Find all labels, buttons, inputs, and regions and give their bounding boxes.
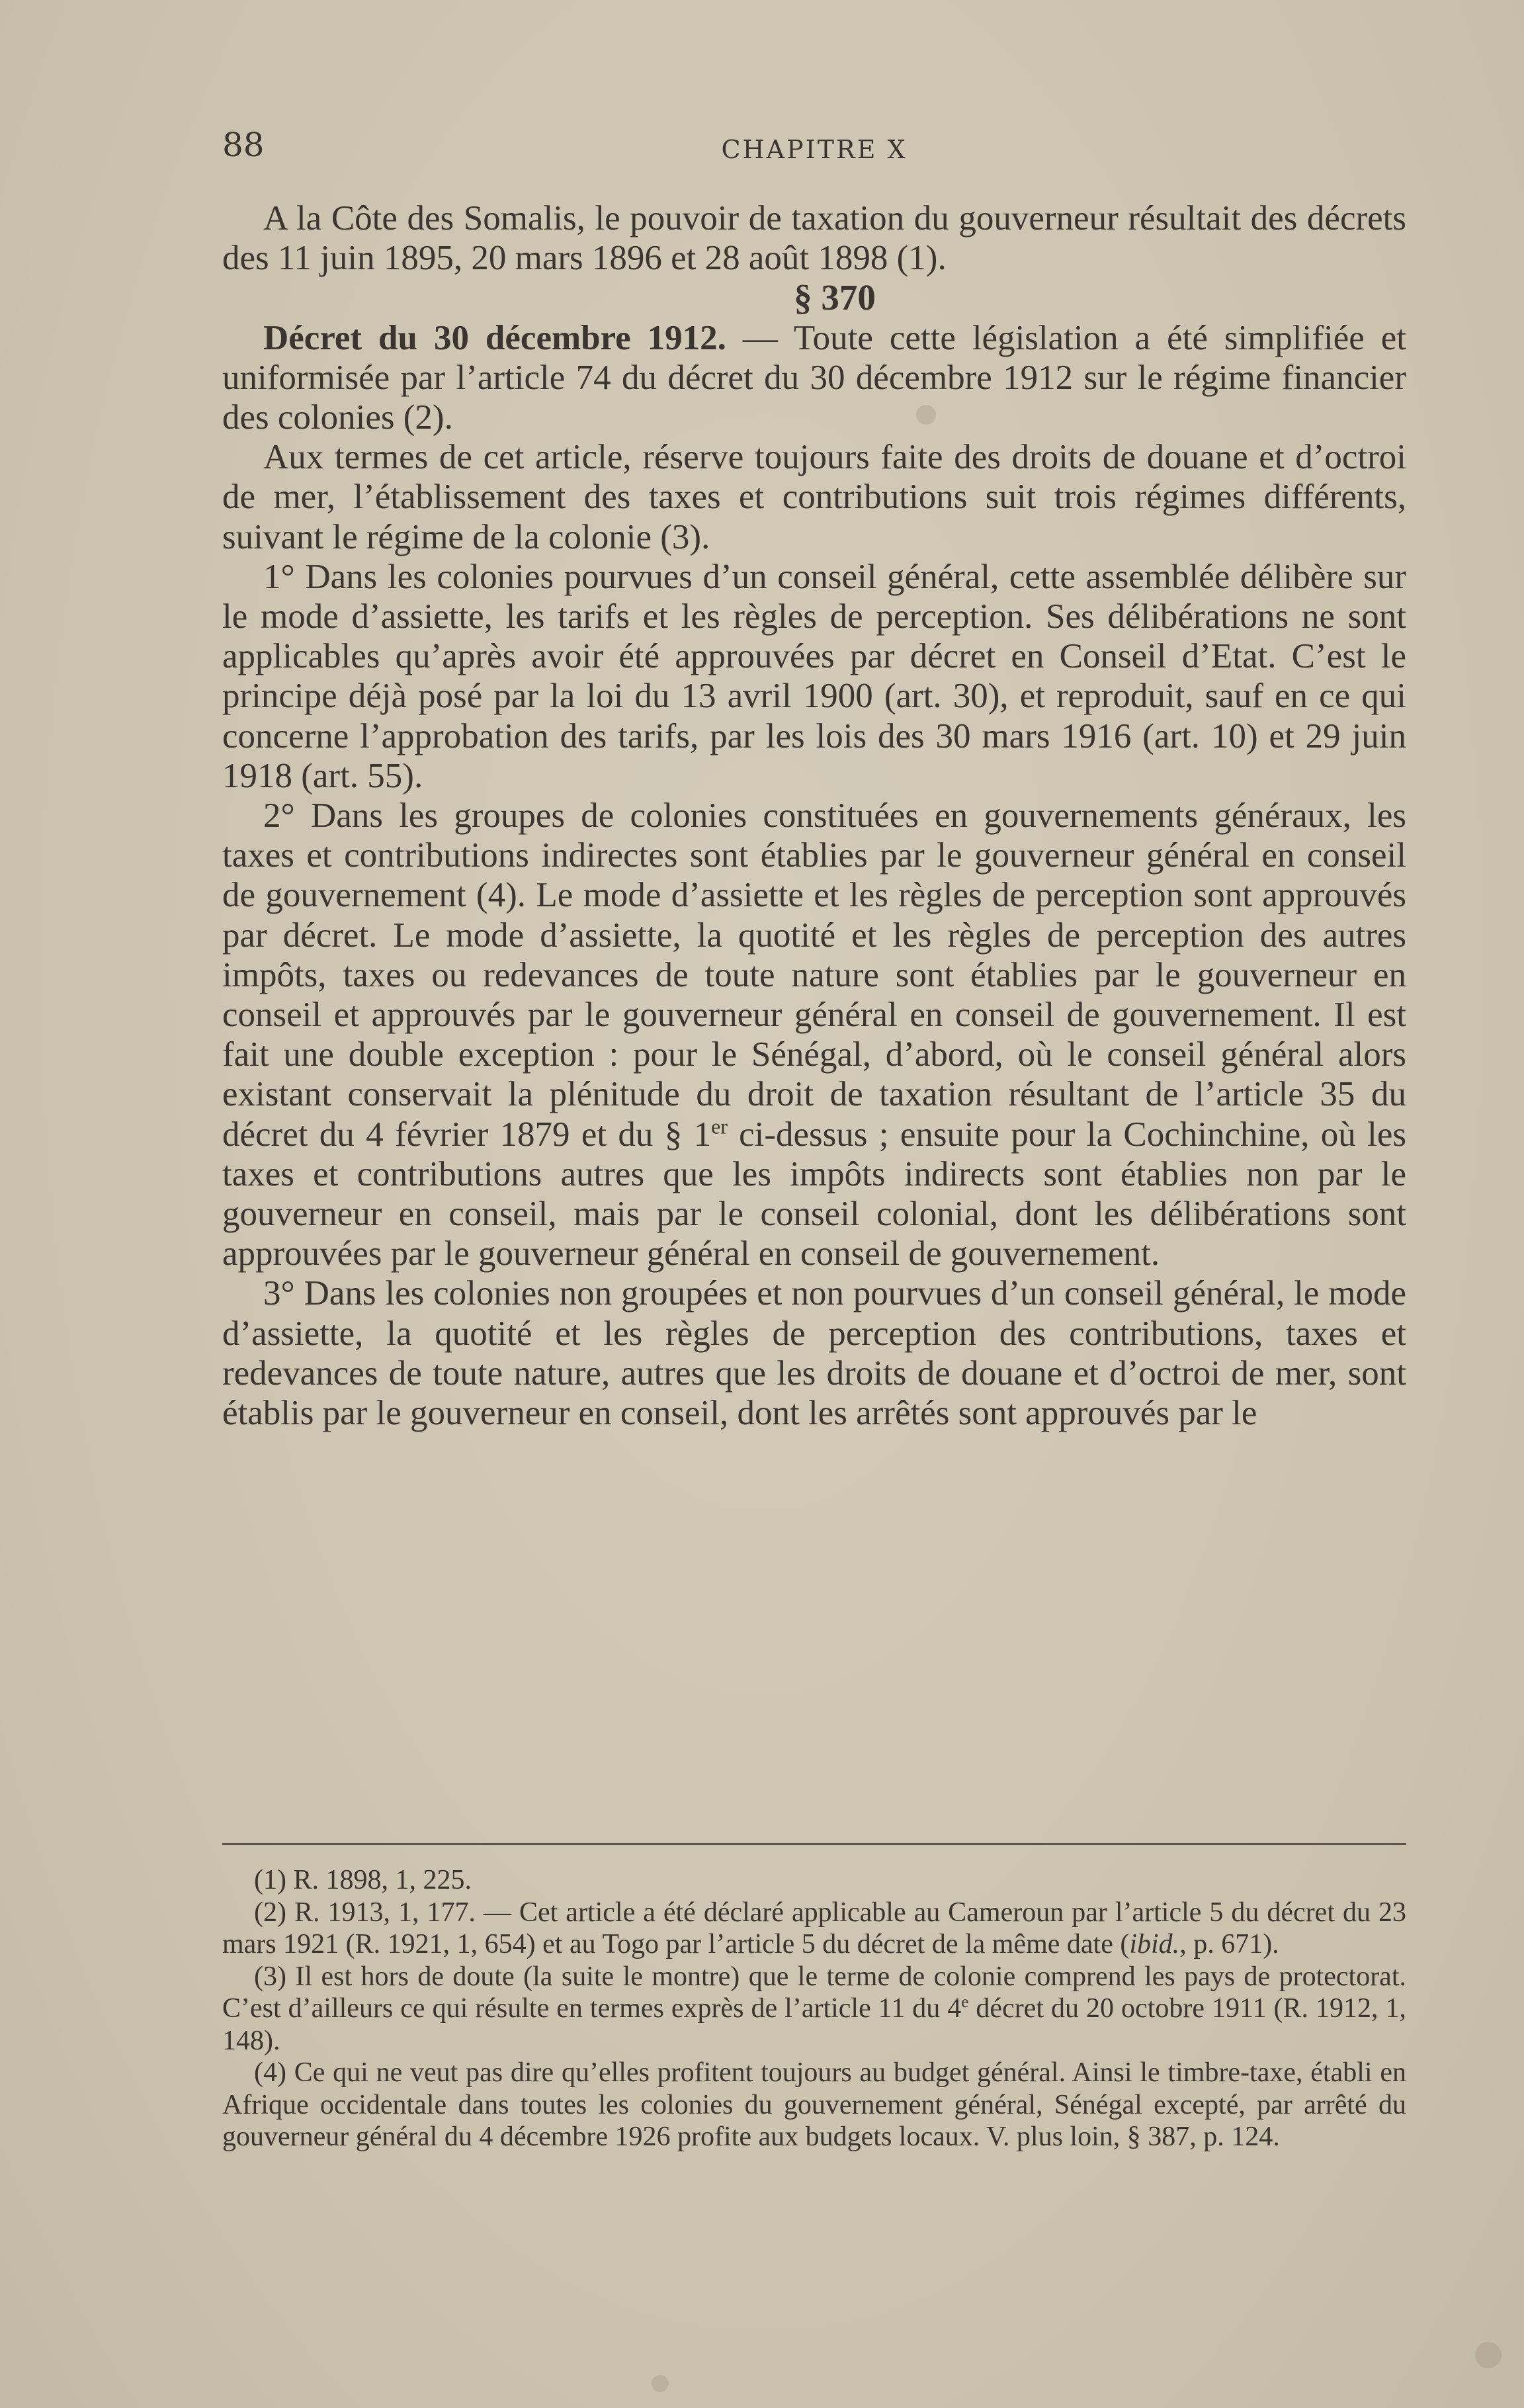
footnote-4: (4) Ce qui ne veut pas dire qu’elles profitent toujours au budget général. Ainsi le timbre-taxe, établi en Afrique occidentale dans toutes les colonies du gouvernement général, Sénégal excepté, par arrêté du gouverneur général du 4 décembre 1926 profite aux budgets locaux. V. plus loin, § 387, p. 124. (222, 2057, 1406, 2152)
footnote-1: (1) R. 1898, 1, 225. (254, 1865, 472, 1895)
superscript: e (961, 1993, 969, 2011)
footnote-2 (222, 1897, 1406, 1961)
chapter-title: CHAPITRE X (721, 135, 908, 164)
paragraph-decret (222, 318, 1406, 438)
paragraph-regime-3: 3° Dans les colonies non groupées et non pourvues d’un conseil général, le mode d’assiette, la quotité et les règles de perception des contributions, taxes et redevances de toute nature, autres que les droits de douane et d’octroi de mer, sont établis par le gouverneur en conseil, dont les arrêtés sont approuvés par le (222, 1274, 1406, 1433)
footnote-text: , p. 671). (1179, 1929, 1279, 1959)
footnote-divider (222, 1843, 1406, 1845)
footnote-text: (3) Il est hors de doute (la suite le montre) que le terme de colonie comprend les pays de protectorat. C’est d’ailleurs ce qui résulte en termes exprès de l’article 11 du 4 (222, 1961, 1406, 2024)
paragraph-heading: Décret du 30 décembre 1912. (263, 318, 726, 357)
section-title: § 370 (794, 277, 876, 318)
paragraph-regime-2 (222, 796, 1406, 1273)
page-number: 88 (222, 126, 265, 164)
superscript: er (711, 1115, 728, 1139)
main-text (222, 198, 1406, 1433)
paper-stain (652, 2375, 669, 2392)
intro-paragraph: A la Côte des Somalis, le pouvoir de taxation du gouverneur résultait des décrets des 11 juin 1895, 20 mars 1896 et 28 août 1898 (1). (222, 199, 1406, 278)
paper-stain (1475, 2342, 1502, 2368)
footnote-3 (222, 1961, 1406, 2057)
footnote-text: (2) R. 1913, 1, 177. — Cet article a été déclaré applicable au Cameroun par l’article 5 du décret du 23 mars 1921 (R. 1921, 1, 654) et au Togo par l’article 5 du décret de la même date ( (222, 1897, 1406, 1959)
paragraph-text: ci-dessus ; ensuite pour la Cochinchine, où les taxes et contributions autres que les impôts indirects sont établies non par le gouverneur en conseil, mais par le conseil colonial, dont les délibérations sont approuvées par le gouverneur général en conseil de gouvernement. (222, 1115, 1407, 1273)
paragraph-text: 2° Dans les groupes de colonies constituées en gouvernements généraux, les taxes et contributions indirectes sont établies par le gouverneur général en conseil de gouvernement (4). Le mode d’assiette et les règles de perception sont approuvés par décret. Le mode d’assiette, la quotité et les règles de perception des autres impôts, taxes ou redevances de toute nature sont établies par le gouverneur en conseil et approuvés par le gouverneur général en conseil de gouvernement. Il est fait une double exception : pour le Sénégal, d’abord, où le conseil général alors existant conservait la plénitude du droit de taxation résultant de l’article 35 du décret du 4 février 1879 et du § 1 (222, 796, 1406, 1154)
paragraph-termes: Aux termes de cet article, réserve toujours faite des droits de douane et d’octroi de mer, l’établissement des taxes et contributions suit trois régimes différents, suivant le régime de la colonie (3). (222, 438, 1406, 556)
footnote-italic: ibid. (1129, 1929, 1180, 1959)
footnotes (222, 1864, 1406, 2153)
paragraph-regime-1: 1° Dans les colonies pourvues d’un conseil général, cette assemblée délibère sur le mode d’assiette, les tarifs et les règles de perception. Ses délibérations ne sont applicables qu’après avoir été approuvées par décret en Conseil d’Etat. C’est le principe déjà posé par la loi du 13 avril 1900 (art. 30), et reproduit, sauf en ce qui concerne l’approbation des tarifs, par les lois des 30 mars 1916 (art. 10) et 29 juin 1918 (art. 55). (222, 557, 1406, 795)
footnote-text: décret du 20 octobre 1911 (R. 1912, 1, 148). (222, 1993, 1406, 2056)
paragraph-text: — Toute cette législation a été simplifiée et uniformisée par l’article 74 du décret du 30 décembre 1912 sur le régime financier des colonies (2). (222, 318, 1407, 437)
page-header (222, 126, 1406, 172)
